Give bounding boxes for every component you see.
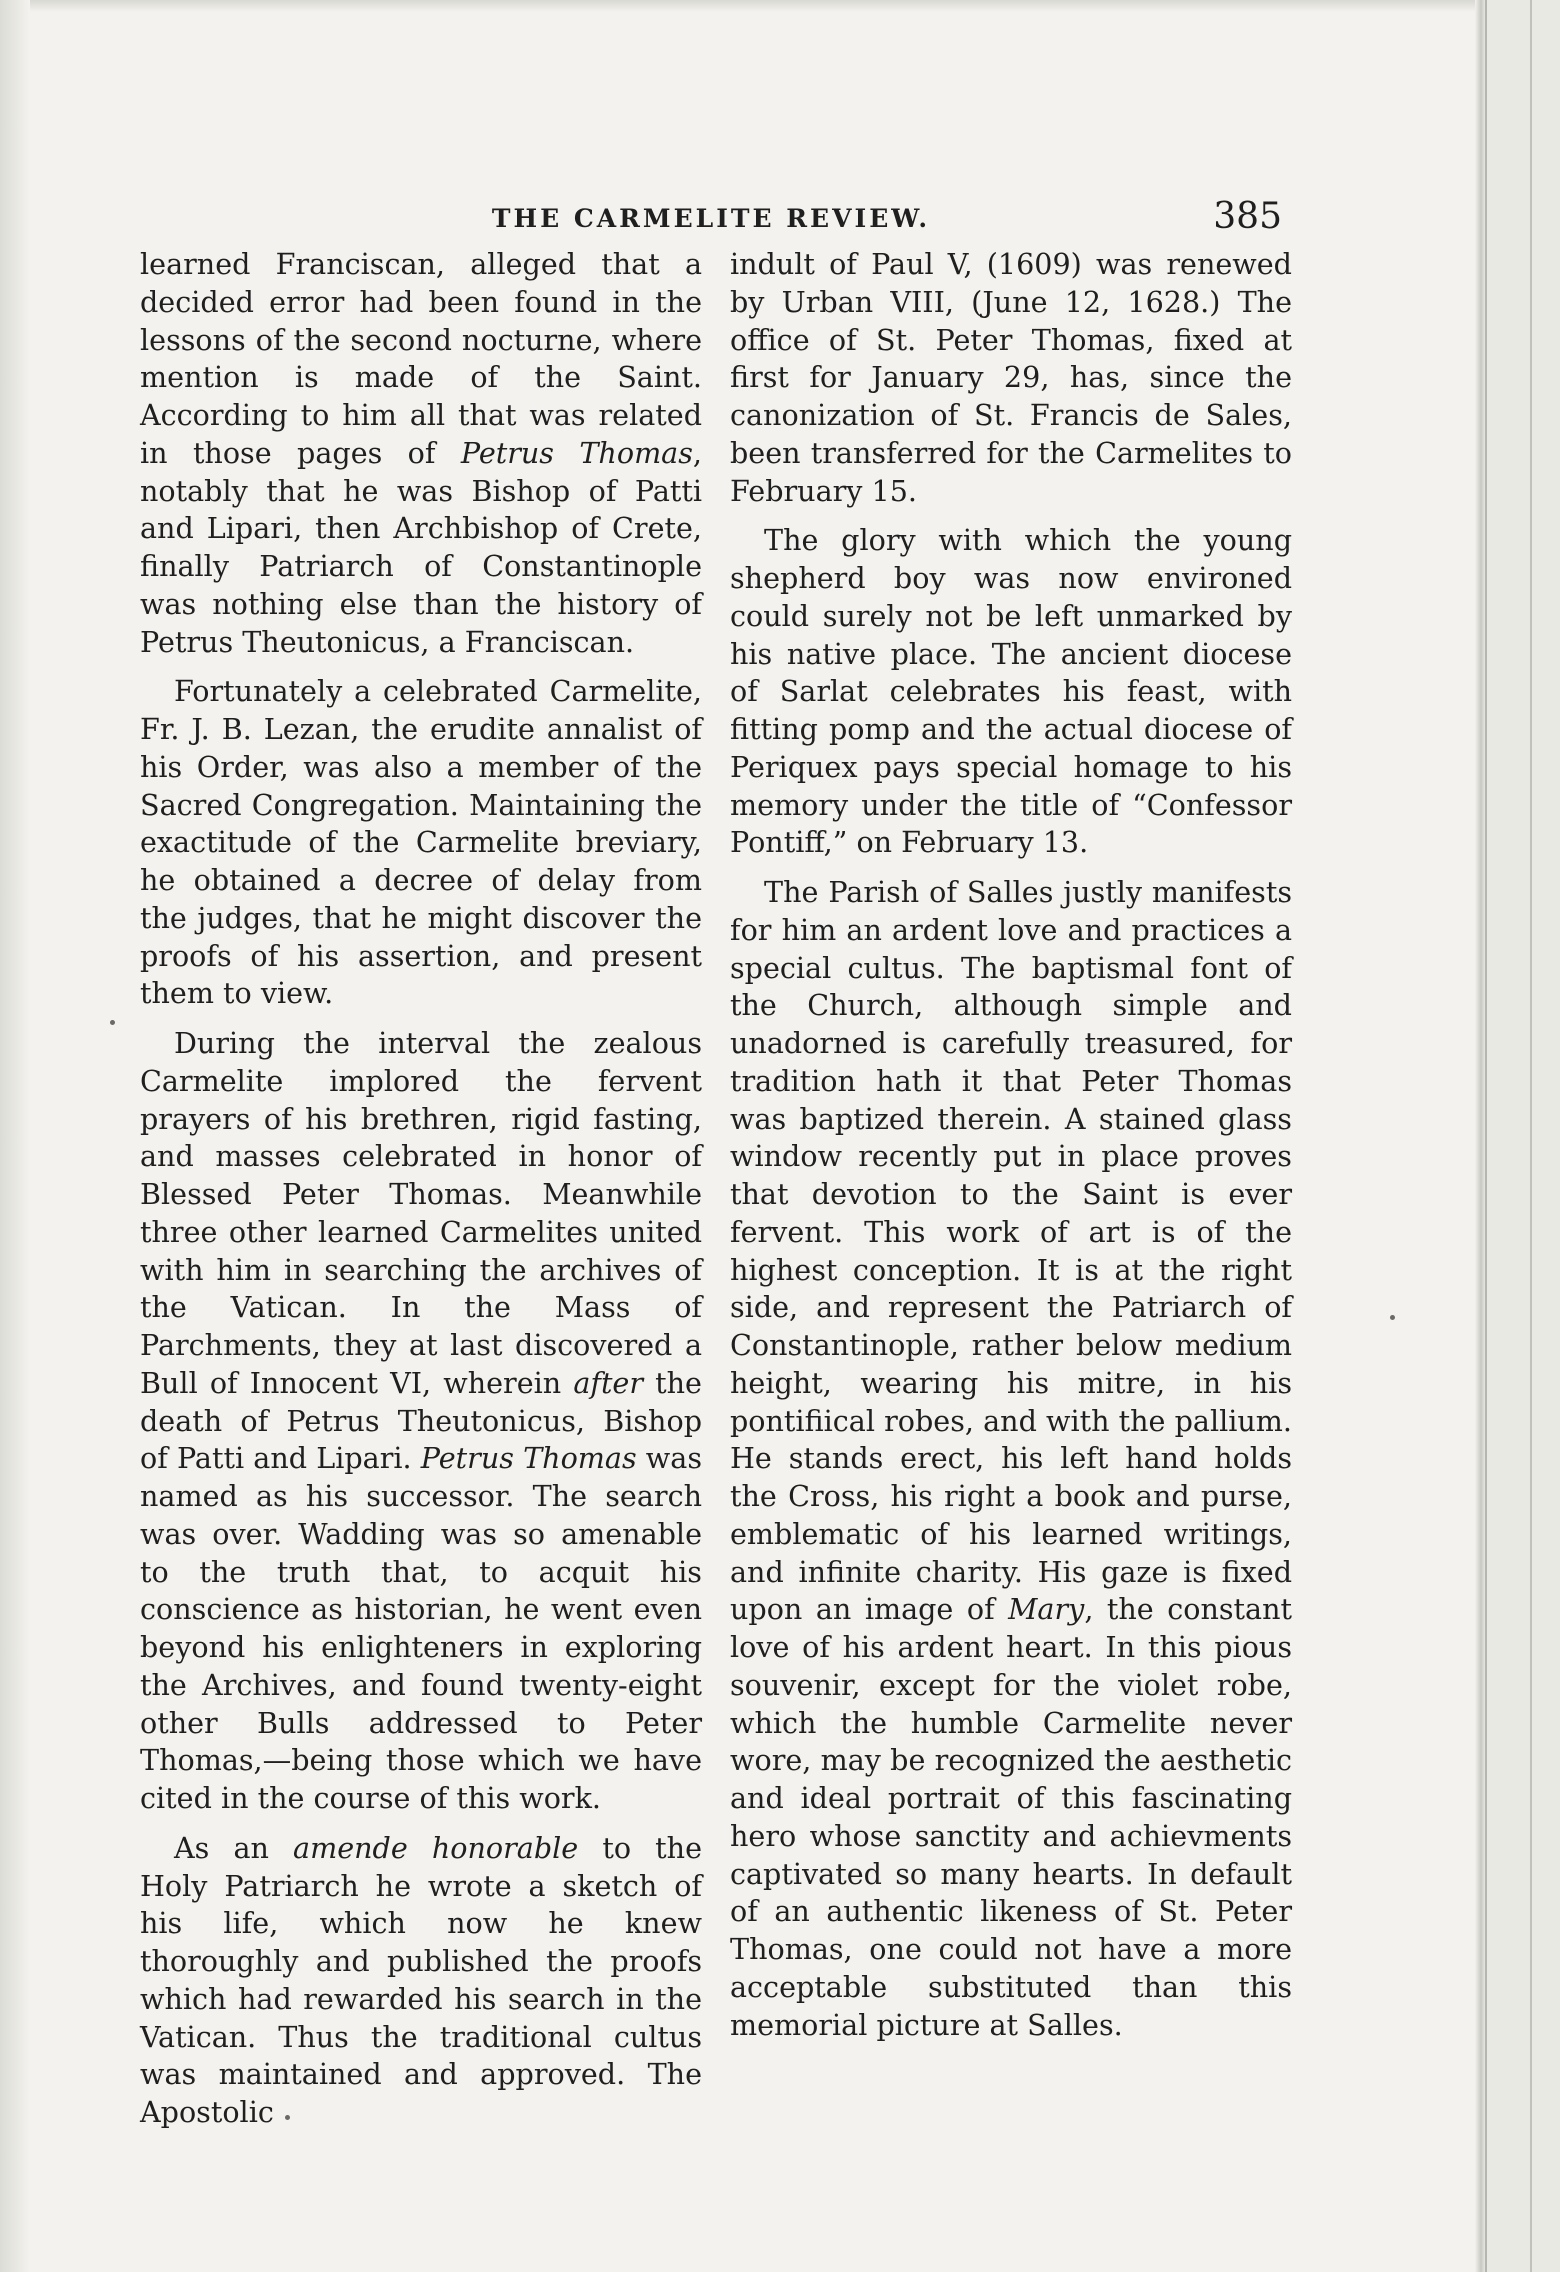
- adjacent-page-edge: [1485, 0, 1560, 2272]
- scan-top-edge: [0, 0, 1560, 12]
- right-paragraph-1: indult of Paul V, (1609) was renewed by Urban VIII, (June 12, 1628.) The office of St. Peter Thomas, fixed at first for January 29, has, since the canonization of St. Francis de Sales, been transferred for the Carmelites to February 15.: [730, 247, 1292, 508]
- left-paragraph-1: learned Franciscan, alleged that a decided error had been found in the lessons of the second nocturne, where mention is made of the Saint. According to him all that was related in those pages of Petrus Thomas, notably that he was Bishop of Patti and Lipari, then Archbishop of Crete, finally Patriarch of Constantinople was nothing else than the history of Petrus Theutonicus, a Franciscan.: [140, 247, 702, 659]
- left-paragraph-2: Fortunately a celebrated Carmelite, Fr. J. B. Lezan, the erudite annalist of his Order, was also a member of the Sacred Congregation. Maintaining the exactitude of the Carmelite breviary, he obtained a decree of delay from the judges, that he might discover the proofs of his assertion, and present them to view.: [140, 674, 702, 1011]
- scan-speck: [110, 1020, 115, 1025]
- right-paragraph-3: The Parish of Salles justly manifests for him an ardent love and practices a special cultus. The baptismal font of the Church, although simple and unadorned is carefully treasured, for tradition hath it that Peter Thomas was baptized therein. A stained glass window recently put in place proves that devotion to the Saint is ever fervent. This work of art is of the highest conception. It is at the right side, and represent the Patriarch of Constantinople, rather below medium height, wearing his mitre, in his pontifiical robes, and with the pallium. He stands erect, his left hand holds the Cross, his right a book and purse, emblematic of his learned writings, and infinite charity. His gaze is fixed upon an image of Mary, the constant love of his ardent heart. In this pious souvenir, except for the violet robe, which the humble Carmelite never wore, may be recognized the aesthetic and ideal portrait of this fascinating hero whose sanctity and achievments captivated so many hearts. In default of an authentic likeness of St. Peter Thomas, one could not have a more acceptable substituted than this memorial picture at Salles.: [730, 875, 1292, 2042]
- left-paragraph-4: As an amende honorable to the Holy Patriarch he wrote a sketch of his life, which now he knew thoroughly and published the proofs which had rewarded his search in the Vatican. Thus the traditional cultus was maintained and approved. The Apostolic: [140, 1830, 703, 2129]
- left-paragraph-3: During the interval the zealous Carmelite implored the fervent prayers of his brethren, rigid fasting, and masses celebrated in honor of Blessed Peter Thomas. Meanwhile three other learned Carmelites united with him in searching the archives of the Vatican. In the Mass of Parchments, they at last discovered a Bull of Innocent VI, wherein after the death of Petrus Theutonicus, Bishop of Patti and Lipari. Petrus Thomas was named as his successor. The search was over. Wadding was so amenable to the truth that, to acquit his conscience as historian, he went even beyond his enlighteners in exploring the Archives, and found twenty-eight other Bulls addressed to Peter Thomas,—being those which we have cited in the course of this work.: [140, 1026, 702, 1815]
- page-header: [140, 198, 1282, 248]
- right-column: [730, 246, 1292, 2044]
- left-column: [140, 246, 702, 2132]
- running-head: THE CARMELITE REVIEW.: [491, 204, 931, 233]
- page-fold-shadow: [1475, 0, 1485, 2272]
- scan-speck: [1390, 1315, 1395, 1320]
- scan-left-edge: [0, 0, 30, 2272]
- page-number: 385: [1213, 196, 1282, 237]
- right-paragraph-2: The glory with which the young shepherd boy was now environed could surely not be left unmarked by his native place. The ancient diocese of Sarlat celebrates his feast, with fitting pomp and the actual diocese of Periquex pays special homage to his memory under the title of “Confessor Pontiff,” on February 13.: [730, 523, 1292, 860]
